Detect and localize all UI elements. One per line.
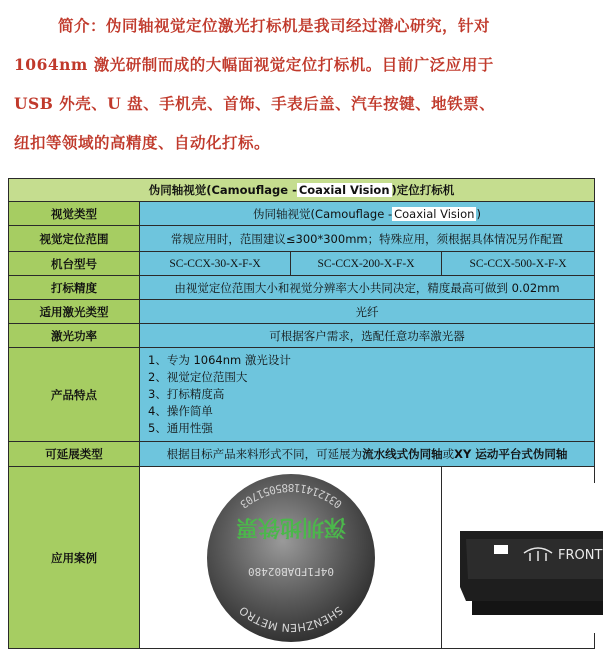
intro-line-4: 纽扣等领域的高精度、自动化打标。 bbox=[14, 133, 271, 152]
model-cell: SC-CCX-200-X-F-X bbox=[291, 252, 442, 276]
table-row bbox=[9, 442, 595, 467]
row-label: 激光功率 bbox=[9, 324, 140, 348]
row-value: 可根据客户需求，选配任意功率激光器 bbox=[140, 324, 595, 348]
row-label: 视觉定位范围 bbox=[9, 226, 140, 252]
row-label: 可延展类型 bbox=[9, 442, 140, 467]
list-item: 3、打标精度高 bbox=[148, 387, 225, 401]
intro-line-2: 1064nm 激光研制而成的大幅面视觉定位打标机。目前广泛应用于 bbox=[14, 55, 494, 74]
intro-line-3: USB 外壳、U 盘、手机壳、首饰、手表后盖、汽车按键、地铁票、 bbox=[14, 94, 496, 113]
list-item: 1、专为 1064nm 激光设计 bbox=[148, 353, 291, 367]
value-highlight: Coaxial Vision bbox=[394, 206, 475, 221]
table-row bbox=[9, 276, 595, 300]
row-label: 适用激光类型 bbox=[9, 300, 140, 324]
list-item: 5、通用性强 bbox=[148, 421, 213, 435]
list-item: 2、视觉定位范围大 bbox=[148, 370, 248, 384]
token-serial-2: 03121411885051703 bbox=[236, 480, 345, 511]
car-button-photo bbox=[446, 483, 603, 633]
row-value: 光纤 bbox=[140, 300, 595, 324]
model-cell: SC-CCX-30-X-F-X bbox=[140, 252, 291, 276]
token-text-cn: 深圳地铁票 bbox=[235, 513, 346, 540]
table-row bbox=[9, 252, 595, 276]
table-title: 伪同轴视觉(Camouflage - Coaxial Vision )定位打标机 bbox=[9, 179, 595, 202]
car-button-photo-cell bbox=[442, 467, 603, 649]
row-value: 由视觉定位范围大小和视觉分辨率大小共同决定，精度最高可做到 0.02mm bbox=[140, 276, 595, 300]
row-label: 机台型号 bbox=[9, 252, 140, 276]
button-label: FRONT bbox=[558, 547, 603, 563]
table-row bbox=[9, 300, 595, 324]
metro-token-photo-cell bbox=[140, 467, 442, 649]
table-row bbox=[9, 202, 595, 226]
intro-line-1: 简介：伪同轴视觉定位激光打标机是我司经过潜心研究，针对 bbox=[58, 16, 491, 35]
row-value: 伪同轴视觉(Camouflage - Coaxial Vision ) bbox=[140, 202, 595, 226]
spec-table bbox=[8, 178, 603, 649]
indicator-window bbox=[494, 545, 508, 554]
title-highlight: Coaxial Vision bbox=[298, 183, 390, 197]
table-header-row bbox=[9, 179, 595, 202]
row-value: 常规应用时，范围建议≤300*300mm；特殊应用，须根据具体情况另作配置 bbox=[140, 226, 595, 252]
token-serial-1: 04F1FDAB02480 bbox=[247, 564, 334, 578]
list-item: 4、操作简单 bbox=[148, 404, 213, 418]
row-label: 打标精度 bbox=[9, 276, 140, 300]
intro-paragraph bbox=[14, 6, 594, 162]
metro-token-photo bbox=[181, 472, 401, 644]
metro-token bbox=[207, 474, 375, 642]
table-row bbox=[9, 226, 595, 252]
row-value: 根据目标产品来料形式不同，可延展为流水线式伪同轴或XY 运动平台式伪同轴 bbox=[140, 442, 595, 467]
model-cell: SC-CCX-500-X-F-X bbox=[442, 252, 595, 276]
row-label: 应用案例 bbox=[9, 467, 140, 649]
features-list bbox=[140, 348, 595, 442]
row-label: 产品特点 bbox=[9, 348, 140, 442]
row-label: 视觉类型 bbox=[9, 202, 140, 226]
table-row bbox=[9, 348, 595, 442]
table-row bbox=[9, 467, 595, 649]
table-row bbox=[9, 324, 595, 348]
token-text-en: SHENZHEN METRO bbox=[236, 603, 345, 634]
